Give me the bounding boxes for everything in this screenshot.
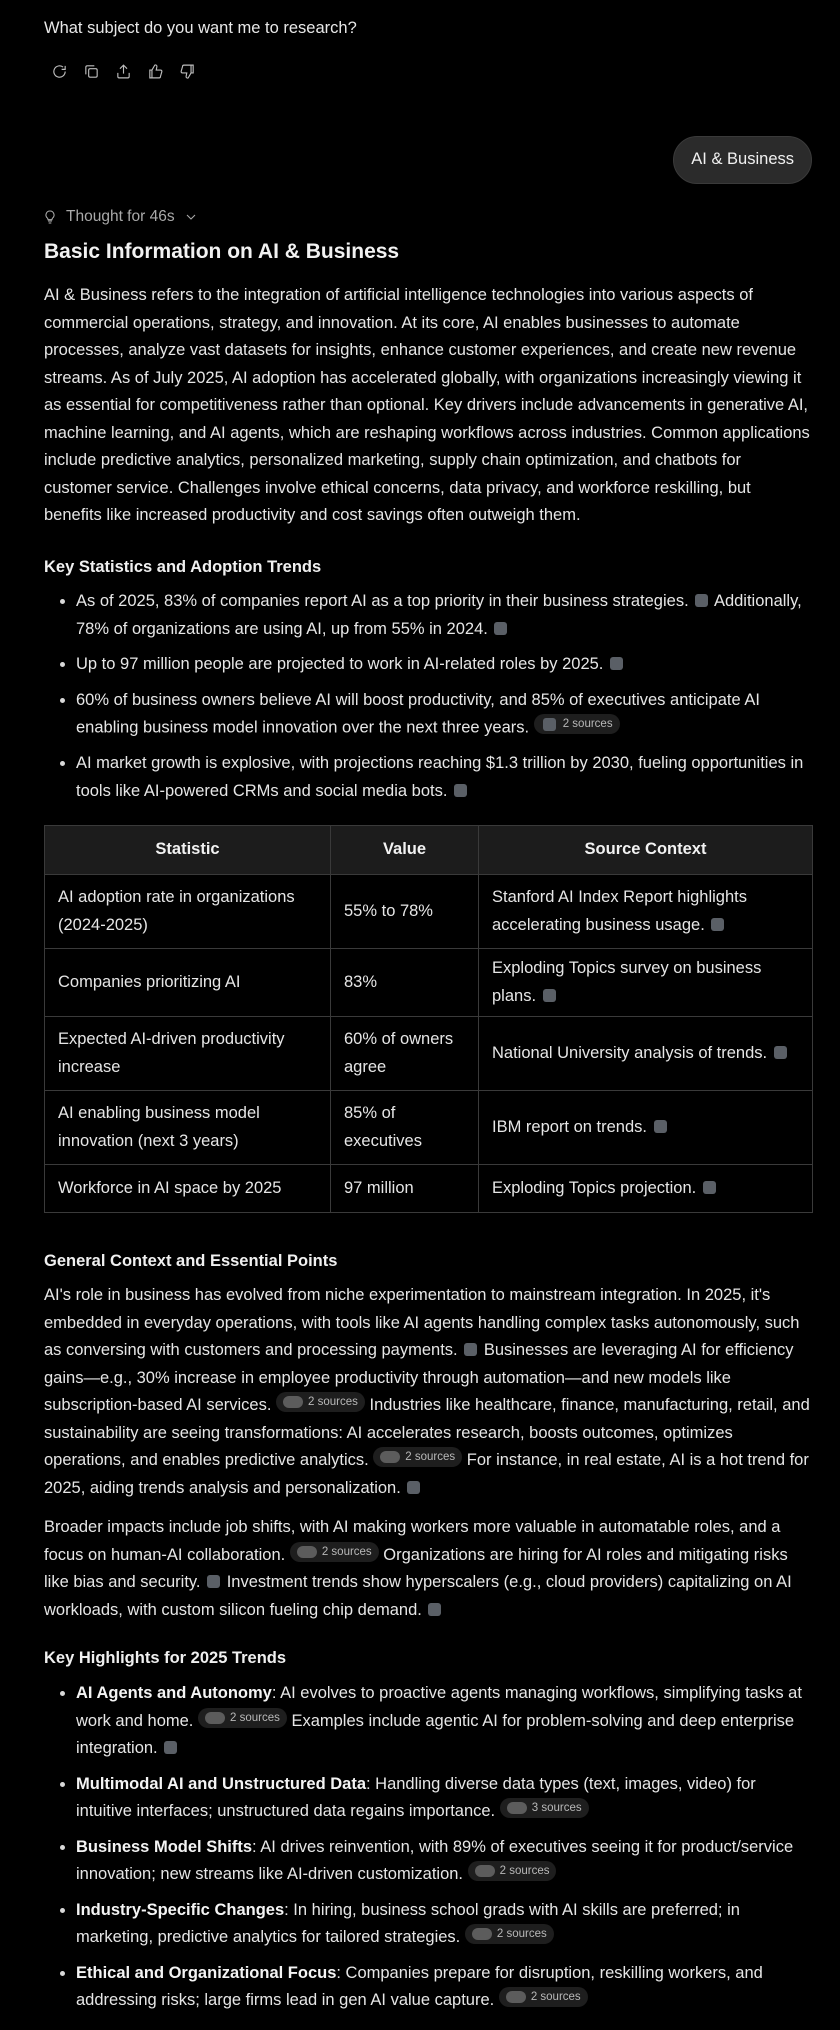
table-row: Expected AI-driven productivity increase 60% of owners agree National University analysis of trends.	[45, 1017, 813, 1091]
source-favicon[interactable]	[774, 1046, 787, 1059]
sources-chip[interactable]: 2 sources	[534, 714, 620, 734]
sources-chip[interactable]: 2 sources	[499, 1987, 588, 2007]
source-favicon	[205, 1712, 225, 1724]
source-favicon	[472, 1928, 492, 1940]
source-favicon	[543, 718, 556, 731]
sources-chip[interactable]: 2 sources	[373, 1447, 462, 1467]
sources-chip[interactable]: 2 sources	[468, 1861, 557, 1881]
previous-assistant-question: What subject do you want me to research?	[44, 19, 357, 37]
source-favicon[interactable]	[695, 594, 708, 607]
lightbulb-icon	[42, 209, 58, 225]
list-item: • Multimodal AI and Unstructured Data: Handling diverse data types (text, images, video) for intuitive interfaces; unstructured data regains importance. 3 sources	[76, 1771, 812, 1826]
table-row: AI adoption rate in organizations (2024-2025) 55% to 78% Stanford AI Index Report highlights accelerating business usage.	[45, 875, 813, 949]
share-icon[interactable]	[114, 62, 132, 80]
context-heading: General Context and Essential Points	[44, 1252, 338, 1270]
source-favicon[interactable]	[428, 1603, 441, 1616]
copy-icon[interactable]	[82, 62, 100, 80]
response-title: Basic Information on AI & Business	[44, 240, 400, 263]
chevron-down-icon	[183, 209, 199, 225]
table-row: AI enabling business model innovation (next 3 years) 85% of executives IBM report on trends.	[45, 1091, 813, 1165]
source-favicon[interactable]	[543, 989, 556, 1002]
refresh-icon[interactable]	[50, 62, 68, 80]
source-favicon[interactable]	[207, 1575, 220, 1588]
source-favicon	[380, 1451, 400, 1463]
stats-table	[44, 825, 813, 1213]
highlights-heading: Key Highlights for 2025 Trends	[44, 1649, 287, 1667]
highlights-list	[44, 1680, 812, 2023]
intro-paragraph	[44, 282, 812, 530]
source-favicon[interactable]	[711, 918, 724, 931]
table-row: Companies prioritizing AI 83% Exploding Topics survey on business plans.	[45, 949, 813, 1017]
source-favicon[interactable]	[464, 1343, 477, 1356]
context-section	[44, 1282, 812, 1624]
list-item: • AI Agents and Autonomy: AI evolves to proactive agents managing workflows, simplifying tasks at work and home. 2 sources Examples include agentic AI for problem-solving and deep enterprise integration.	[76, 1680, 812, 1763]
stats-list	[44, 588, 812, 813]
source-favicon	[507, 1802, 527, 1814]
table-header: Statistic	[45, 826, 331, 875]
list-item: • Industry-Specific Changes: In hiring, business school grads with AI skills are preferred; in marketing, predictive analytics for tailored strategies. 2 sources	[76, 1897, 812, 1952]
sources-chip[interactable]: 2 sources	[198, 1708, 287, 1728]
stats-heading: Key Statistics and Adoption Trends	[44, 558, 322, 576]
message-actions	[50, 62, 196, 80]
source-favicon[interactable]	[703, 1181, 716, 1194]
sources-chip[interactable]: 2 sources	[290, 1542, 379, 1562]
source-favicon[interactable]	[610, 657, 623, 670]
thumbs-down-icon[interactable]	[178, 62, 196, 80]
sources-chip[interactable]: 2 sources	[465, 1924, 554, 1944]
intro-text: AI & Business refers to the integration of artificial intelligence technologies into various aspects of commercial operations, strategy, and innovation. At its core, AI enables businesses to automate processes, analyze vast datasets for insights, enhance customer experiences, and create new revenue streams. As of July 2025, AI adoption has accelerated globally, with organizations increasingly viewing it as essential for competitiveness rather than optional. Key drivers include advancements in generative AI, machine learning, and AI agents, which are reshaping workflows across industries. Common applications include predictive analytics, personalized marketing, supply chain optimization, and chatbots for customer service. Challenges involve ethical concerns, data privacy, and workforce reskilling, but benefits like increased productivity and cost savings often outweigh them.	[44, 286, 810, 524]
source-favicon	[297, 1546, 317, 1558]
source-favicon[interactable]	[164, 1741, 177, 1754]
list-item: • Ethical and Organizational Focus: Companies prepare for disruption, reskilling workers, and addressing risks; large firms lead in gen AI value capture. 2 sources	[76, 1960, 812, 2015]
source-favicon	[475, 1865, 495, 1877]
list-item: • As of 2025, 83% of companies report AI as a top priority in their business strategies. Additionally, 78% of organizations are using AI, up from 55% in 2024.	[76, 588, 812, 643]
source-favicon	[506, 1991, 526, 2003]
table-header: Source Context	[479, 826, 813, 875]
list-item: • AI market growth is explosive, with projections reaching $1.3 trillion by 2030, fueling opportunities in tools like AI-powered CRMs and social media bots.	[76, 750, 812, 805]
source-favicon[interactable]	[454, 784, 467, 797]
user-message-bubble	[673, 136, 812, 184]
sources-chip[interactable]: 2 sources	[276, 1392, 365, 1412]
sources-chip[interactable]: 3 sources	[500, 1798, 589, 1818]
user-message-text: AI & Business	[691, 150, 794, 169]
thought-label: Thought for 46s	[66, 208, 175, 225]
table-row: Workforce in AI space by 2025 97 million Exploding Topics projection.	[45, 1165, 813, 1213]
list-item: • Business Model Shifts: AI drives reinvention, with 89% of executives seeing it for product/service innovation; new streams like AI-driven customization. 2 sources	[76, 1834, 812, 1889]
context-paragraph: Broader impacts include job shifts, with AI making workers more valuable in automatable roles, and a focus on human-AI collaboration. 2 sources Organizations are hiring for AI roles and mitigating risks like bias and security. Investment trends show hyperscalers (e.g., cloud providers) capitalizing on AI workloads, with custom silicon fueling chip demand.	[44, 1518, 792, 1619]
context-paragraph: AI's role in business has evolved from niche experimentation to mainstream integration. In 2025, it's embedded in everyday operations, with tools like AI agents handling complex tasks autonomously, such as conversing with customers and processing payments. Businesses are leveraging AI for efficiency gains—e.g., 30% increase in employee productivity through automation—and new models like subscription-based AI services. 2 sources Industries like healthcare, finance, manufacturing, retail, and sustainability are seeing transformations: AI accelerates research, boosts outcomes, optimizes operations, and enables predictive analytics. 2 sources For instance, in real estate, AI is a hot trend for 2025, aiding trends analysis and personalization.	[44, 1286, 810, 1497]
source-favicon[interactable]	[654, 1120, 667, 1133]
thumbs-up-icon[interactable]	[146, 62, 164, 80]
table-header: Value	[331, 826, 479, 875]
source-favicon[interactable]	[494, 622, 507, 635]
list-item: • Up to 97 million people are projected to work in AI-related roles by 2025.	[76, 651, 812, 679]
source-favicon[interactable]	[407, 1481, 420, 1494]
list-item: • 60% of business owners believe AI will boost productivity, and 85% of executives anticipate AI enabling business model innovation over the next three years. 2 sources	[76, 687, 812, 743]
thought-toggle[interactable]	[42, 203, 199, 231]
source-favicon	[283, 1396, 303, 1408]
